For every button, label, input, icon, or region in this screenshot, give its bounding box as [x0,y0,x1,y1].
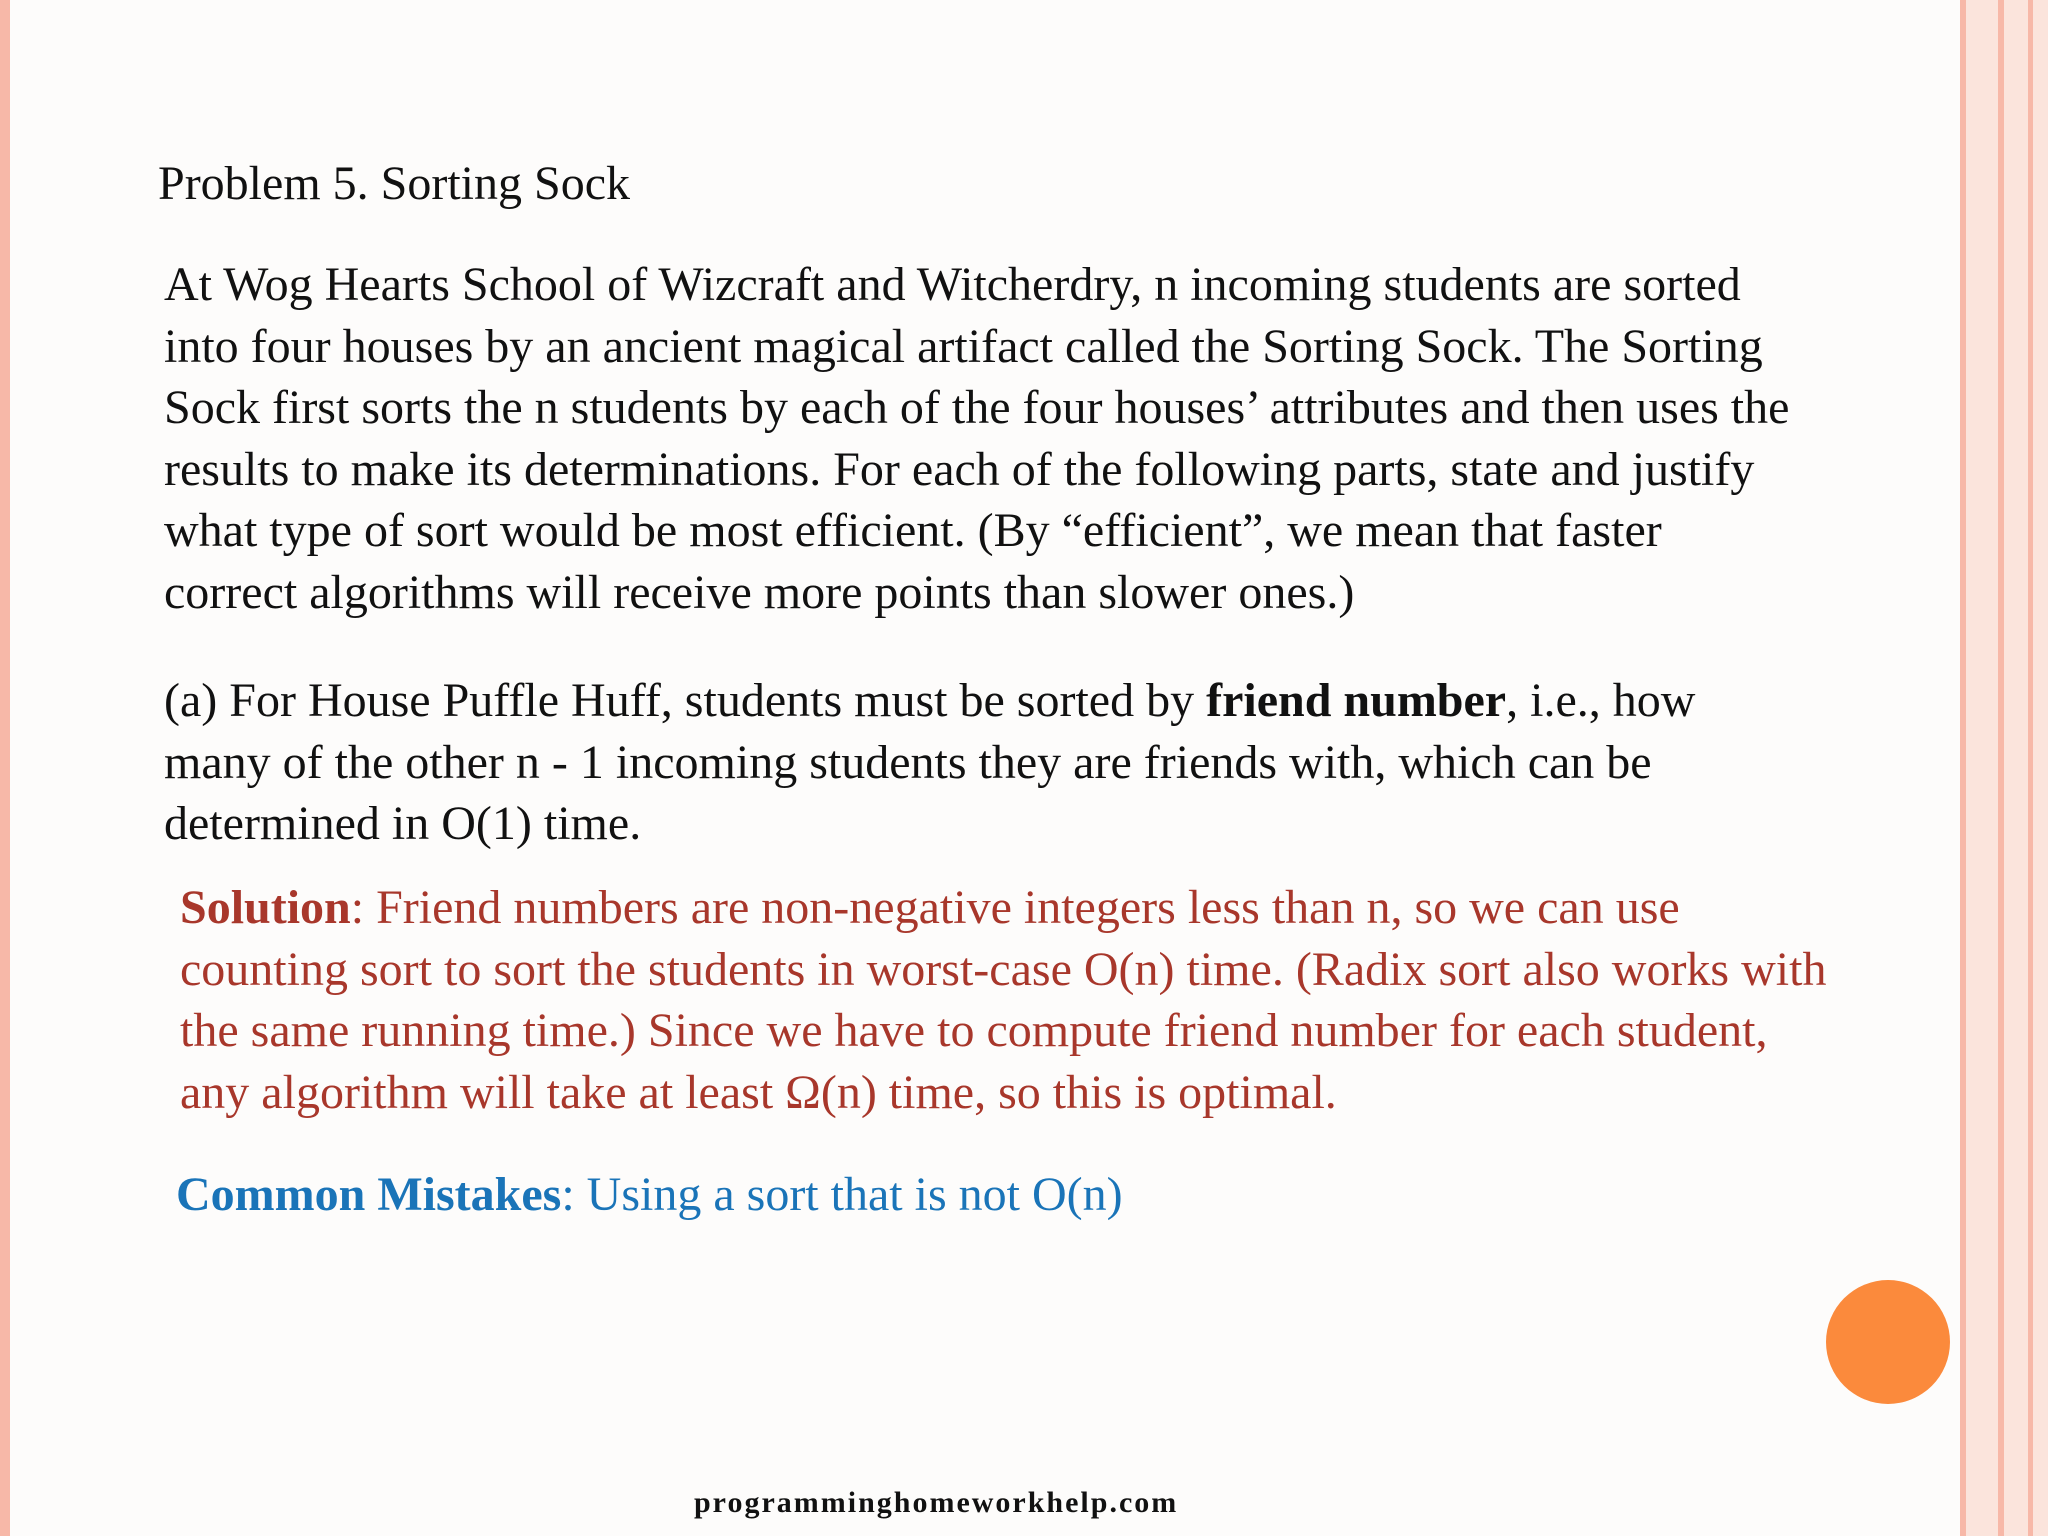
right-border-line [2028,0,2033,1536]
intro-line: results to make its determinations. For each of the following parts, state and justify [164,442,1755,496]
part-a-line: determined in O(1) time. [164,797,642,850]
intro-line: what type of sort would be most efficient. (By “efficient”, we mean that faster [164,504,1662,557]
solution-block [180,877,1826,1123]
intro-line: into four houses by an ancient magical artifact called the Sorting Sock. The Sorting [164,319,1763,373]
part-a-question [164,670,1964,855]
part-a-text: , i.e., how [1506,674,1696,727]
orange-circle-decoration [1826,1280,1950,1404]
solution-line [180,877,1826,939]
right-border-panel [1960,0,2048,1536]
part-a-line: many of the other n - 1 incoming students they are friends with, which can be [164,735,1652,789]
common-mistakes [176,1164,1123,1226]
right-border-line [1998,0,2004,1536]
solution-line: the same running time.) Since we have to compute friend number for each student, [180,1004,1768,1057]
part-a-line [164,670,1964,732]
solution-line: any algorithm will take at least Ω(n) time, so this is optimal. [180,1065,1337,1119]
slide-title: Problem 5. Sorting Sock [158,157,631,210]
intro-line: At Wog Hearts School of Wizcraft and Witcherdry, n incoming students are sorted [164,258,1741,311]
common-mistakes-text: : Using a sort that is not O(n) [561,1168,1123,1221]
footer-website: programminghomeworkhelp.com [694,1486,1179,1519]
solution-text: : Friend numbers are non-negative integers less than n, so we can use [350,881,1680,934]
intro-line: Sock first sorts the n students by each of the four houses’ attributes and then uses the [164,381,1790,434]
friend-number-term: friend number [1206,674,1507,727]
solution-line: counting sort to sort the students in worst-case O(n) time. (Radix sort also works with [180,942,1827,996]
problem-intro [164,254,1964,623]
solution-label: Solution [180,881,351,934]
common-mistakes-label: Common Mistakes [176,1168,562,1221]
left-border [0,0,10,1536]
part-a-text: (a) For House Puffle Huff, students must be sorted by [164,674,1207,727]
intro-line: correct algorithms will receive more points than slower ones.) [164,565,1355,619]
